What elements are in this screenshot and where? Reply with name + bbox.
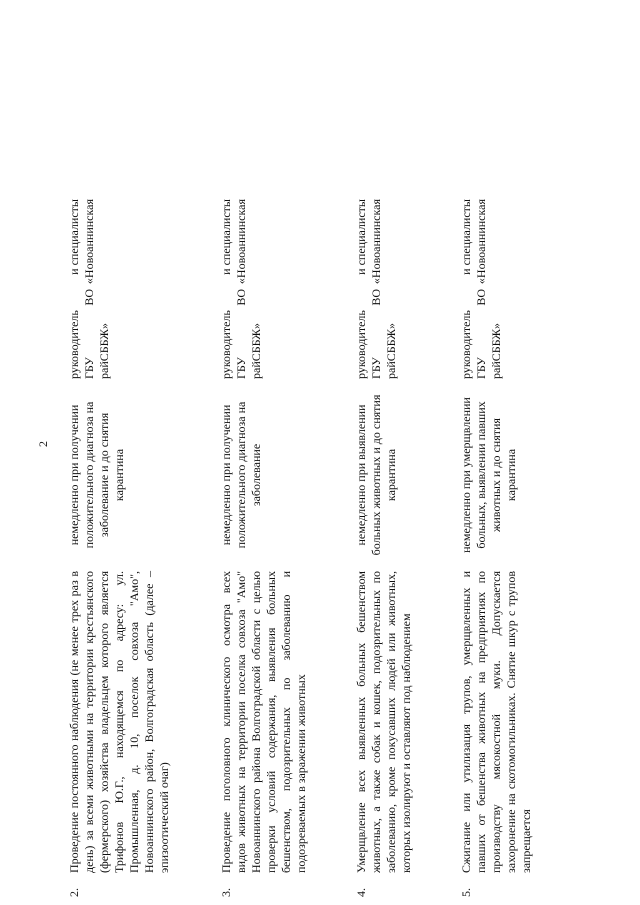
responsible-cell (67, 289, 112, 379)
measure-text: Проведение постоянного наблюдения (не менее трех раз в день) за всеми животными на территории крестьянского (фермерского) хозяйства владельцем которого является Трифонов Ю.Г., находящемся по адресу: ул. Промышленная, д. 10, поселок совхоза "Амо", Новоаннинского район, Волгоградская область (далее – эпизоотический очаг) (67, 571, 171, 873)
term-text: немедленно при получении положительного диагноза на заболевание и до снятия карантина (67, 401, 126, 549)
row-number: 5. (459, 888, 473, 897)
executor-cell (219, 199, 249, 289)
responsible-org-a: ГБУ (234, 357, 248, 379)
responsible-title: руководитель (354, 310, 368, 379)
responsible-org (82, 289, 97, 379)
row-number: 4. (354, 888, 368, 897)
responsible-title: руководитель (67, 310, 81, 379)
row-number: 3. (219, 888, 233, 897)
responsible-org-b: ВО (82, 289, 96, 306)
responsible-cell (219, 289, 264, 379)
executor-org: «Новоаннинская (234, 199, 248, 285)
term-text: немедленно при получении положительного диагноза на заболевание (219, 401, 263, 549)
row-number: 2. (67, 888, 81, 897)
responsible-org (234, 289, 249, 379)
executor-title: и специалисты (67, 199, 81, 275)
executor-cell (459, 199, 489, 289)
executor-org: «Новоаннинская (82, 199, 96, 285)
page-number: 2 (36, 441, 50, 447)
executor-cell (67, 199, 97, 289)
executor-title: и специалисты (459, 199, 473, 275)
responsible-title: руководитель (459, 310, 473, 379)
responsible-org (369, 289, 384, 379)
responsible-org-b: ВО (474, 289, 488, 306)
measure-text: Сжигание или утилизация трупов, умерщвленных и павших от бешенства животных на предприятиях по производству мясокостной муки. Допускается захоронение на скотомогильниках. Снятие шкур с трупов запрещается (459, 571, 533, 873)
responsible-org-name: райСББЖ» (97, 323, 111, 379)
responsible-org-b: ВО (369, 289, 383, 306)
responsible-org-a: ГБУ (369, 357, 383, 379)
responsible-cell (459, 289, 504, 379)
responsible-org-name: райСББЖ» (489, 323, 503, 379)
executor-org: «Новоаннинская (474, 199, 488, 285)
term-text: немедленно при выявлении больных животных и до снятия карантина (354, 394, 398, 556)
measure-text: Умерщвление всех выявленных больных бешенством животных, а также собак и кошек, подозрительных по заболеванию, кроме покусавших людей или животных, которых изолируют и оставляют под наблюдением (354, 571, 413, 873)
responsible-org-a: ГБУ (474, 357, 488, 379)
responsible-org-a: ГБУ (82, 357, 96, 379)
measure-text: Проведение поголовного клинического осмотра всех видов животных на территории поселка совхоза "Амо" Новоаннинского района Волгоградской области с целью проверки условий содержания, выявления больных бешенством, подозрительных по заболеванию и подозреваемых в заражении животных (219, 571, 308, 873)
responsible-org-name: райСББЖ» (384, 323, 398, 379)
responsible-org-name: райСББЖ» (249, 323, 263, 379)
plan-table (63, 0, 533, 905)
term-text: немедленно при умерщвлении больных, выявлении павших животных и до снятия карантина (459, 397, 518, 553)
responsible-cell (354, 289, 399, 379)
executor-title: и специалисты (219, 199, 233, 275)
executor-cell (354, 199, 384, 289)
executor-title: и специалисты (354, 199, 368, 275)
executor-org: «Новоаннинская (369, 199, 383, 285)
responsible-org-b: ВО (234, 289, 248, 306)
responsible-title: руководитель (219, 310, 233, 379)
responsible-org (474, 289, 489, 379)
